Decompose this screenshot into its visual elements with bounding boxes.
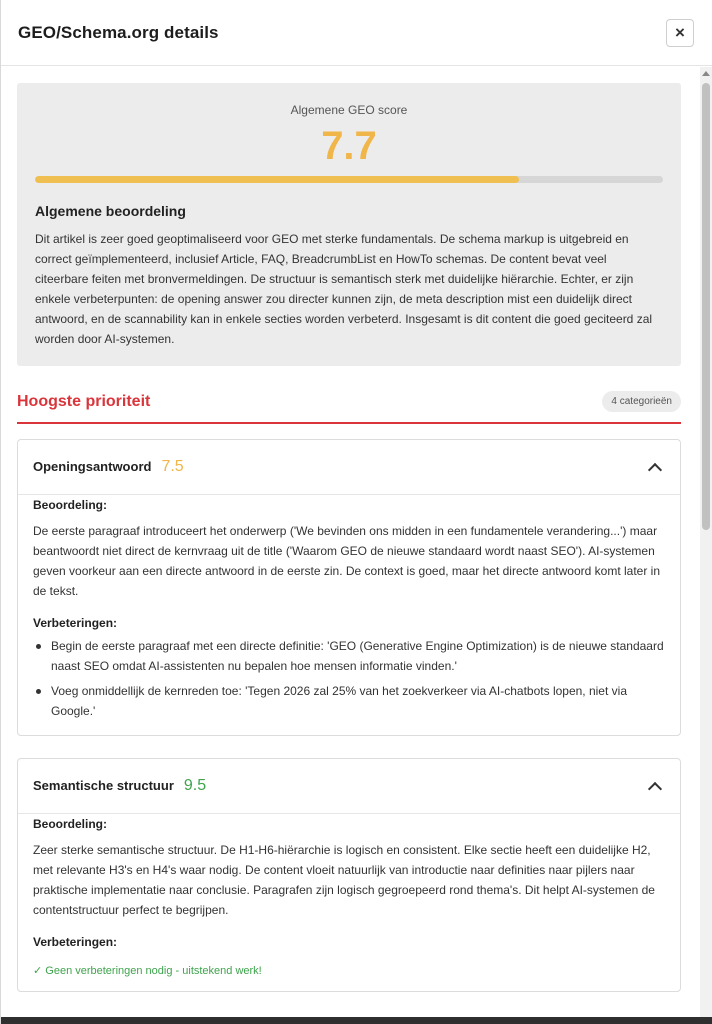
overall-score-value: 7.7 xyxy=(321,124,377,168)
overall-score-card xyxy=(17,83,681,366)
assessment-label: Beoordeling: xyxy=(33,498,107,512)
scrollbar-thumb[interactable] xyxy=(702,83,710,530)
chevron-up-icon[interactable] xyxy=(648,781,662,795)
list-item: Voeg onmiddellijk de kernreden toe: 'Tegen 2026 zal 25% van het zoekverkeer via AI-chatbots lopen, niet via Google.' xyxy=(33,681,665,721)
priority-title: Hoogste prioriteit xyxy=(17,392,151,410)
assessment-label: Beoordeling: xyxy=(33,817,107,831)
score-progress-fill xyxy=(35,176,519,183)
category-header[interactable] xyxy=(18,440,680,495)
list-item: Begin de eerste paragraaf met een directe definitie: 'GEO (Generative Engine Optimization) is de nieuwe standaard naast SEO omdat AI-assistenten nu bepalen hoe mensen informatie vinden.' xyxy=(33,636,665,676)
close-button[interactable]: × xyxy=(666,19,694,47)
modal-header xyxy=(1,0,712,66)
modal-body xyxy=(1,67,699,1017)
priority-section-header xyxy=(17,391,681,424)
category-score: 9.5 xyxy=(183,777,207,794)
assessment-title: Algemene beoordeling xyxy=(35,203,186,219)
category-body xyxy=(18,814,680,991)
category-card-openingsantwoord xyxy=(17,439,681,736)
chevron-up-icon[interactable] xyxy=(648,462,662,476)
category-name: Openingsantwoord xyxy=(33,459,152,474)
assessment-text: Dit artikel is zeer goed geoptimaliseerd voor GEO met sterke fundamentals. De schema markup is uitgebreid en correct geïmplementeerd, inclusief Article, FAQ, BreadcrumbList en HowTo schemas. De content bevat veel citeerbare feiten met bronvermeldingen. De structuur is semantisch sterk met duidelijke hiërarchie. Echter, er zijn enkele verbeterpunten: de opening answer zou directer kunnen zijn, de meta description mist een duidelijk direct antwoord, en de scannability kan in enkele secties worden verbeterd. Insgesamt is dit content die goed geciteerd zal worden door AI-systemen. xyxy=(35,232,653,346)
category-assessment: Zeer sterke semantische structuur. De H1-H6-hiërarchie is logisch en consistent. Elke sectie heeft een duidelijke H2, met relevante H3's en H4's waar nodig. De content vloeit natuurlijk van introductie naar definities naar pijlers naar praktische implementatie naar conclusie. Paragrafen zijn logisch gegroepeerd rond thema's. Dit helpt AI-systemen de contentstructuur perfect te begrijpen. xyxy=(33,843,655,917)
category-assessment: De eerste paragraaf introduceert het onderwerp ('We bevinden ons midden in een fundamentele verandering...') maar beantwoordt niet direct de kernvraag uit de title ('Waarom GEO de nieuwe standaard wordt naast SEO'). AI-systemen geven voorkeur aan een directe antwoord in de eerste zin. De context is goed, maar het directe antwoord komt later in de tekst. xyxy=(33,524,661,598)
vertical-scrollbar[interactable] xyxy=(700,67,712,1017)
score-label: Algemene GEO score xyxy=(290,103,408,117)
improvements-label: Verbeteringen: xyxy=(33,616,118,630)
category-card-semantische-structuur xyxy=(17,758,681,992)
improvements-list xyxy=(33,636,665,721)
improvements-label: Verbeteringen: xyxy=(33,935,118,949)
category-count-badge: 4 categorieën xyxy=(602,391,681,412)
category-score: 7.5 xyxy=(161,458,184,475)
category-header[interactable] xyxy=(18,759,680,814)
modal-title: GEO/Schema.org details xyxy=(18,22,219,42)
no-improvements-message: ✓ Geen verbeteringen nodig - uitstekend werk! xyxy=(33,965,262,977)
bottom-edge xyxy=(1,1017,712,1024)
category-name: Semantische structuur xyxy=(33,778,174,793)
scroll-up-icon[interactable] xyxy=(702,71,710,76)
category-body xyxy=(18,495,680,735)
score-progress-bar xyxy=(35,176,663,183)
